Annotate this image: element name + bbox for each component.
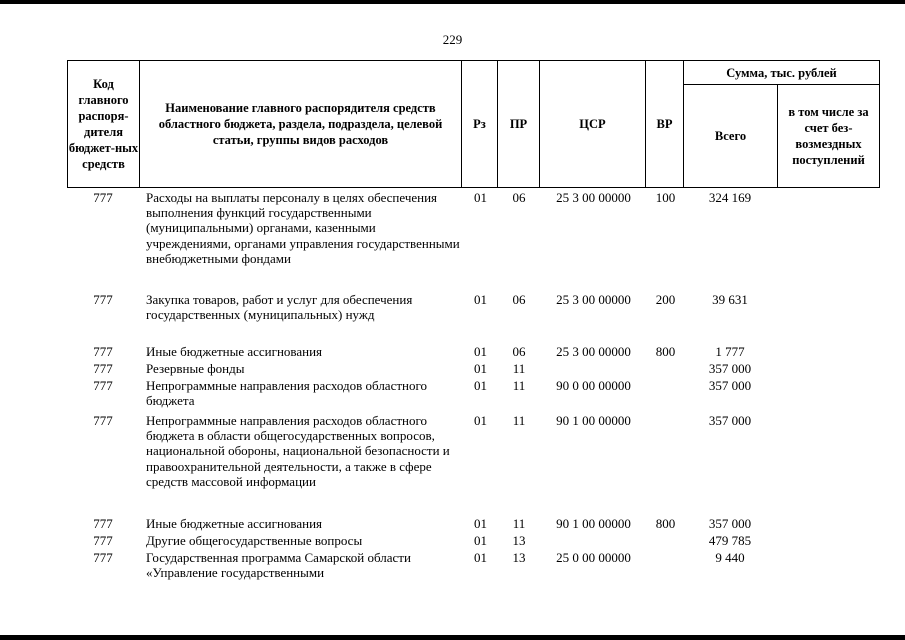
row-name: Иные бюджетные ассигнования xyxy=(146,516,323,531)
row-name: Расходы на выплаты персоналу в целях обеспечения выполнения функций государственными (муниципальными) органами, казенными учреждениями, органами управления государственными внебюджетными фондами xyxy=(146,190,460,266)
top-border xyxy=(0,0,905,4)
row-name: Государственная программа Самарской области «Управление государственными xyxy=(146,550,411,581)
header-pr: ПР xyxy=(497,60,540,188)
row-rz: 01 xyxy=(474,361,487,376)
row-code: 777 xyxy=(93,190,113,205)
row-vr: 100 xyxy=(655,190,676,205)
row-rz: 01 xyxy=(474,344,487,359)
row-total: 357 000 xyxy=(708,361,752,376)
row-vr: 200 xyxy=(655,292,676,307)
page-number: 229 xyxy=(442,32,463,47)
header-incl: в том числе за счет без-возмездных поступлений xyxy=(777,84,880,188)
row-name: Непрограммные направления расходов областного бюджета в области общегосударственных вопросов, национальной обороны, национальной безопасности и правоохранительной деятельности, а также в сфере средств массовой информации xyxy=(146,413,450,489)
row-code: 777 xyxy=(93,413,113,428)
row-name: Непрограммные направления расходов областного бюджета xyxy=(146,378,427,409)
row-csr: 90 1 00 00000 xyxy=(556,516,631,531)
header-csr: ЦСР xyxy=(539,60,646,188)
header-name: Наименование главного распорядителя средств областного бюджета, раздела, подраздела, целевой статьи, группы видов расходов xyxy=(139,60,462,188)
row-code: 777 xyxy=(93,550,113,565)
row-pr: 13 xyxy=(512,533,526,548)
row-csr: 25 3 00 00000 xyxy=(556,344,631,359)
row-total: 9 440 xyxy=(715,550,745,565)
row-total: 324 169 xyxy=(708,190,752,205)
row-name: Закупка товаров, работ и услуг для обеспечения государственных (муниципальных) нужд xyxy=(146,292,413,323)
row-name: Иные бюджетные ассигнования xyxy=(146,344,323,359)
row-code: 777 xyxy=(93,292,113,307)
row-pr: 06 xyxy=(512,344,526,359)
row-rz: 01 xyxy=(474,516,487,531)
row-code: 777 xyxy=(93,378,113,393)
row-vr: 800 xyxy=(655,344,676,359)
row-name: Другие общегосударственные вопросы xyxy=(146,533,363,548)
row-rz: 01 xyxy=(474,378,487,393)
row-total: 357 000 xyxy=(708,516,752,531)
row-rz: 01 xyxy=(474,413,487,428)
row-csr: 90 1 00 00000 xyxy=(556,413,631,428)
row-rz: 01 xyxy=(474,533,487,548)
row-pr: 11 xyxy=(512,413,526,428)
header-rz: Рз xyxy=(461,60,498,188)
row-csr: 25 3 00 00000 xyxy=(556,190,631,205)
row-code: 777 xyxy=(93,344,113,359)
row-rz: 01 xyxy=(474,190,487,205)
bottom-border xyxy=(0,635,905,640)
row-code: 777 xyxy=(93,533,113,548)
row-csr: 25 3 00 00000 xyxy=(556,292,631,307)
row-pr: 13 xyxy=(512,550,526,565)
row-total: 39 631 xyxy=(712,292,748,307)
row-rz: 01 xyxy=(474,292,487,307)
row-pr: 11 xyxy=(512,516,526,531)
row-code: 777 xyxy=(93,516,113,531)
row-csr: 90 0 00 00000 xyxy=(556,378,631,393)
header-code: Код главного распоря-дителя бюджет-ных средств xyxy=(67,60,140,188)
row-total: 357 000 xyxy=(708,413,752,428)
header-total: Всего xyxy=(683,84,778,188)
row-pr: 06 xyxy=(512,190,526,205)
header-sum-title: Сумма, тыс. рублей xyxy=(683,60,880,85)
row-csr: 25 0 00 00000 xyxy=(556,550,631,565)
row-pr: 06 xyxy=(512,292,526,307)
row-code: 777 xyxy=(93,361,113,376)
row-total: 357 000 xyxy=(708,378,752,393)
row-name: Резервные фонды xyxy=(146,361,245,376)
row-vr: 800 xyxy=(655,516,676,531)
row-rz: 01 xyxy=(474,550,487,565)
row-total: 479 785 xyxy=(708,533,752,548)
row-pr: 11 xyxy=(512,378,526,393)
header-vr: ВР xyxy=(645,60,684,188)
row-pr: 11 xyxy=(512,361,526,376)
row-total: 1 777 xyxy=(715,344,745,359)
